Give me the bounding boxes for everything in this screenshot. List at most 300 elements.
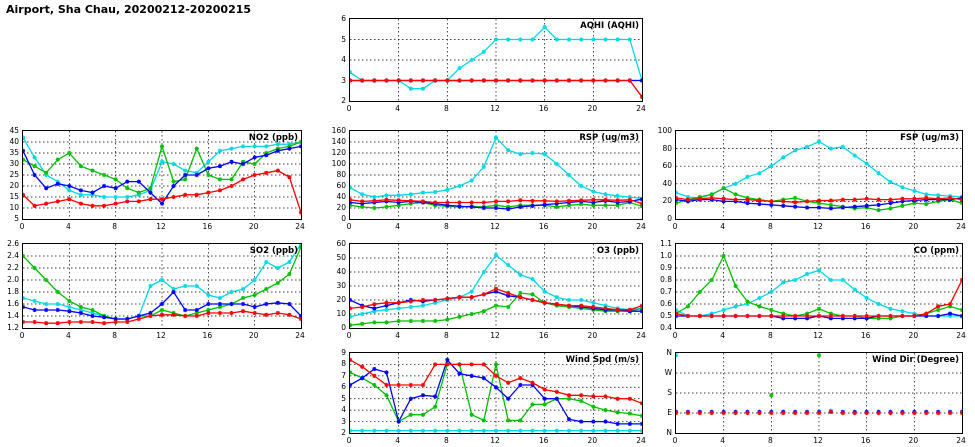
series-marker-series1: [264, 144, 268, 148]
xtick-aqhi: 12: [490, 104, 500, 113]
series-marker-series4: [148, 314, 152, 318]
chart-title-aqhi: AQHI (AQHI): [580, 21, 639, 31]
series-marker-series4: [360, 305, 364, 309]
series-marker-series3: [137, 180, 141, 184]
ytick-no2: 15: [9, 192, 19, 201]
series-marker-series1: [841, 278, 845, 282]
series-marker-series3: [567, 417, 571, 421]
ytick-rsp: 120: [331, 148, 346, 157]
xtick-rsp: 8: [443, 222, 449, 231]
xtick-o3: 20: [587, 331, 598, 340]
series-marker-series4: [229, 311, 233, 315]
xtick-wind_spd: 24: [636, 436, 646, 445]
series-marker-series3: [470, 205, 474, 209]
series-marker-series1: [745, 175, 749, 179]
xtick-rsp: 0: [346, 222, 352, 231]
series-marker-series2: [579, 399, 583, 403]
series-marker-series4: [360, 199, 364, 203]
series-marker-series1: [494, 37, 498, 41]
series-marker-series4: [79, 202, 83, 206]
ytick-o3: 20: [336, 295, 346, 304]
series-marker-series4: [218, 188, 222, 192]
series-marker-series4: [603, 306, 607, 310]
plot-canvas-no2: [23, 131, 301, 219]
series-marker-series4: [555, 390, 559, 394]
series-marker-series3: [218, 164, 222, 168]
series-marker-series2: [287, 272, 291, 276]
series-marker-series4: [421, 199, 425, 203]
series-marker-series4: [67, 197, 71, 201]
xtick-wind_dir: 16: [860, 436, 871, 445]
series-marker-series4: [372, 302, 376, 306]
series-marker-series4: [350, 78, 352, 82]
series-marker-series1: [543, 25, 547, 29]
series-marker-series1: [350, 429, 352, 433]
xtick-rsp: 24: [636, 222, 646, 231]
series-marker-series1: [555, 37, 559, 41]
xtick-no2: 24: [295, 222, 305, 231]
series-marker-series3: [793, 205, 797, 209]
series-marker-series1: [114, 195, 118, 199]
series-marker-series4: [591, 305, 595, 309]
series-marker-series1: [676, 191, 678, 195]
plot-canvas-o3: [350, 244, 642, 328]
series-marker-series1: [591, 189, 595, 193]
ytick-o3: 60: [336, 239, 346, 248]
series-marker-series3: [936, 314, 940, 318]
series-marker-series1: [530, 37, 534, 41]
series-marker-series3: [23, 149, 25, 153]
series-marker-series2: [299, 140, 301, 144]
series-marker-series4: [433, 298, 437, 302]
series-marker-series2: [817, 307, 821, 311]
ytick-co: 0.6: [660, 299, 672, 308]
series-marker-series1: [433, 429, 437, 433]
series-marker-series3: [56, 308, 60, 312]
series-marker-series3: [506, 207, 510, 211]
ytick-rsp: 80: [336, 170, 346, 179]
series-marker-series2: [482, 309, 486, 313]
series-marker-series1: [518, 152, 522, 156]
series-marker-series4: [56, 321, 60, 325]
series-marker-series3: [276, 149, 280, 153]
series-marker-series1: [494, 429, 498, 433]
series-marker-series1: [555, 429, 559, 433]
series-marker-series4: [506, 199, 510, 203]
xtick-wind_dir: 12: [813, 436, 823, 445]
xtick-wind_dir: 20: [908, 436, 919, 445]
series-marker-series4: [781, 314, 785, 318]
series-marker-series4: [384, 198, 388, 202]
series-marker-series4: [829, 314, 833, 318]
ytick-so2: 2.6: [7, 239, 19, 248]
series-marker-series1: [555, 162, 559, 166]
series-marker-series2: [506, 305, 510, 309]
xtick-so2: 0: [19, 331, 25, 340]
series-marker-series4: [900, 411, 904, 415]
series-marker-series1: [206, 293, 210, 297]
series-marker-series4: [276, 169, 280, 173]
ytick-o3: 10: [336, 309, 346, 318]
ytick-o3: 50: [336, 253, 346, 262]
ytick-wind_spd: 8: [341, 359, 346, 369]
series-marker-series1: [628, 37, 632, 41]
ytick-aqhi: 6: [341, 14, 346, 23]
series-marker-series2: [936, 308, 940, 312]
series-marker-series3: [183, 308, 187, 312]
series-marker-series1: [543, 429, 547, 433]
series-marker-series4: [567, 304, 571, 308]
series-marker-series4: [506, 291, 510, 295]
series-marker-series1: [506, 148, 510, 152]
series-marker-series4: [805, 314, 809, 318]
series-marker-series2: [137, 191, 141, 195]
series-marker-series4: [102, 321, 106, 325]
xtick-rsp: 4: [395, 222, 401, 231]
series-marker-series4: [745, 411, 749, 415]
series-marker-series4: [241, 177, 245, 181]
xtick-wind_spd: 4: [395, 436, 401, 445]
series-marker-series1: [579, 37, 583, 41]
series-marker-series4: [829, 198, 833, 202]
series-marker-series1: [591, 429, 595, 433]
series-marker-series4: [350, 306, 352, 310]
series-marker-series2: [530, 402, 534, 406]
series-marker-series1: [32, 155, 36, 159]
chart-title-no2: NO2 (ppb): [248, 133, 298, 143]
chart-title-co: CO (ppm): [913, 246, 959, 256]
series-marker-series4: [445, 362, 449, 366]
series-marker-series3: [160, 302, 164, 306]
series-marker-series1: [241, 287, 245, 291]
series-marker-series1: [616, 37, 620, 41]
plot-canvas-wind_dir: [676, 353, 962, 433]
plot-area-rsp: [349, 130, 643, 220]
chart-title-rsp: RSP (ug/m3): [579, 133, 639, 143]
series-marker-series1: [757, 171, 761, 175]
series-marker-series1: [616, 194, 620, 198]
series-marker-series4: [733, 198, 737, 202]
series-marker-series1: [506, 429, 510, 433]
xtick-fsp: 4: [720, 222, 726, 231]
xtick-no2: 8: [112, 222, 118, 231]
series-marker-series2: [745, 300, 749, 304]
series-marker-series2: [433, 319, 437, 323]
series-marker-series4: [457, 295, 461, 299]
series-marker-series1: [409, 87, 413, 91]
ytick-co: 1.1: [660, 239, 672, 248]
series-marker-series4: [960, 278, 962, 282]
series-marker-series4: [409, 199, 413, 203]
series-marker-series4: [603, 394, 607, 398]
series-marker-series4: [494, 374, 498, 378]
ytick-no2: 10: [9, 203, 19, 212]
series-marker-series4: [876, 314, 880, 318]
xtick-wind_spd: 0: [346, 436, 352, 445]
series-marker-series1: [555, 295, 559, 299]
series-marker-series4: [195, 314, 199, 318]
xtick-wind_spd: 8: [443, 436, 449, 445]
series-marker-series1: [470, 58, 474, 62]
series-marker-series4: [482, 78, 486, 82]
series-marker-series2: [253, 293, 257, 297]
series-marker-series1: [264, 260, 268, 264]
series-marker-series4: [805, 199, 809, 203]
series-marker-series4: [137, 317, 141, 321]
series-marker-series2: [769, 308, 773, 312]
ytick-no2: 30: [9, 159, 19, 168]
series-marker-series4: [793, 411, 797, 415]
xtick-rsp: 16: [538, 222, 549, 231]
series-marker-series4: [853, 314, 857, 318]
series-marker-series1: [543, 152, 547, 156]
series-marker-series1: [195, 284, 199, 288]
series-marker-series1: [23, 136, 25, 140]
series-marker-series4: [421, 383, 425, 387]
series-marker-series3: [32, 173, 36, 177]
series-marker-series4: [567, 199, 571, 203]
series-marker-series4: [543, 301, 547, 305]
series-marker-series3: [44, 186, 48, 190]
series-marker-series3: [195, 173, 199, 177]
series-marker-series4: [114, 320, 118, 324]
series-marker-series4: [900, 197, 904, 201]
series-marker-series1: [56, 302, 60, 306]
series-marker-series4: [543, 78, 547, 82]
series-marker-series3: [276, 301, 280, 305]
series-marker-series1: [876, 302, 880, 306]
series-marker-series3: [397, 419, 401, 423]
series-marker-series2: [640, 414, 642, 418]
series-marker-series1: [482, 429, 486, 433]
series-marker-series2: [32, 266, 36, 270]
series-marker-series3: [79, 311, 83, 315]
xtick-no2: 16: [202, 222, 213, 231]
series-marker-series1: [183, 284, 187, 288]
series-marker-series1: [384, 193, 388, 197]
series-marker-series4: [421, 298, 425, 302]
series-marker-series3: [530, 204, 534, 208]
series-marker-series4: [686, 314, 690, 318]
series-marker-series4: [710, 196, 714, 200]
xtick-wind_spd: 16: [538, 436, 549, 445]
ytick-fsp: 20: [662, 196, 672, 206]
series-marker-series4: [817, 411, 821, 415]
series-marker-series3: [482, 376, 486, 380]
series-marker-series1: [805, 272, 809, 276]
series-marker-series4: [530, 298, 534, 302]
series-marker-series3: [160, 202, 164, 206]
series-marker-series3: [543, 203, 547, 207]
xtick-co: 4: [720, 331, 726, 340]
series-marker-series2: [530, 292, 534, 296]
series-marker-series4: [276, 311, 280, 315]
series-marker-series2: [409, 319, 413, 323]
series-marker-series4: [397, 78, 401, 82]
series-marker-series4: [555, 78, 559, 82]
series-marker-series4: [936, 411, 940, 415]
series-marker-series1: [900, 185, 904, 189]
series-marker-series4: [56, 199, 60, 203]
series-marker-series4: [506, 381, 510, 385]
series-marker-series4: [948, 302, 952, 306]
series-marker-series4: [90, 320, 94, 324]
series-marker-series1: [805, 145, 809, 149]
series-marker-series4: [114, 202, 118, 206]
series-marker-series3: [817, 205, 821, 209]
series-marker-series3: [876, 203, 880, 207]
ytick-rsp: 140: [331, 137, 346, 146]
series-marker-series4: [888, 198, 892, 202]
series-marker-series2: [445, 318, 449, 322]
xtick-aqhi: 24: [636, 104, 646, 113]
series-marker-series2: [628, 411, 632, 415]
series-marker-series4: [299, 210, 301, 214]
ytick-no2: 5: [14, 214, 19, 223]
series-marker-series4: [457, 200, 461, 204]
xtick-wind_dir: 4: [720, 436, 726, 445]
xtick-o3: 24: [636, 331, 646, 340]
series-marker-series4: [183, 314, 187, 318]
series-marker-series4: [183, 193, 187, 197]
series-marker-series4: [445, 297, 449, 301]
series-marker-series2: [722, 186, 726, 190]
series-marker-series4: [397, 198, 401, 202]
series-marker-series1: [67, 305, 71, 309]
series-marker-series4: [506, 78, 510, 82]
series-marker-series4: [518, 376, 522, 380]
series-marker-series1: [530, 277, 534, 281]
series-marker-series4: [494, 199, 498, 203]
series-marker-series3: [805, 205, 809, 209]
series-marker-series3: [948, 312, 952, 316]
ytick-co: 0.5: [660, 311, 672, 320]
ytick-so2: 1.2: [7, 323, 19, 332]
series-marker-series4: [421, 78, 425, 82]
series-marker-series1: [530, 151, 534, 155]
ytick-no2: 20: [9, 181, 19, 190]
series-marker-series1: [567, 37, 571, 41]
series-marker-series3: [543, 397, 547, 401]
series-marker-series3: [206, 302, 210, 306]
series-marker-series2: [160, 308, 164, 312]
series-marker-series4: [125, 199, 129, 203]
xtick-wind_dir: 0: [672, 436, 678, 445]
series-marker-series2: [616, 410, 620, 414]
series-marker-series2: [125, 186, 129, 190]
xtick-aqhi: 4: [395, 104, 401, 113]
series-marker-series1: [829, 147, 833, 151]
series-marker-series4: [433, 78, 437, 82]
series-marker-series1: [44, 302, 48, 306]
xtick-co: 20: [908, 331, 919, 340]
series-marker-series4: [616, 78, 620, 82]
xtick-o3: 16: [538, 331, 549, 340]
series-marker-series2: [90, 308, 94, 312]
series-marker-series1: [445, 429, 449, 433]
series-marker-series4: [409, 299, 413, 303]
xtick-co: 16: [860, 331, 871, 340]
series-marker-series3: [241, 162, 245, 166]
series-marker-series4: [912, 411, 916, 415]
series-marker-series1: [241, 144, 245, 148]
xtick-no2: 20: [248, 222, 259, 231]
series-marker-series2: [253, 162, 257, 166]
series-marker-series4: [530, 199, 534, 203]
series-marker-series4: [518, 78, 522, 82]
series-marker-series1: [518, 429, 522, 433]
series-marker-series1: [23, 296, 25, 300]
series-marker-series1: [900, 309, 904, 313]
series-marker-series4: [555, 199, 559, 203]
xtick-so2: 16: [202, 331, 213, 340]
series-marker-series1: [253, 144, 257, 148]
series-marker-series4: [591, 394, 595, 398]
plot-area-wind_dir: [675, 352, 963, 434]
series-marker-series2: [372, 320, 376, 324]
xtick-no2: 12: [156, 222, 166, 231]
series-marker-series2: [470, 413, 474, 417]
series-marker-series2: [384, 393, 388, 397]
series-marker-series3: [506, 397, 510, 401]
series-marker-series4: [206, 191, 210, 195]
series-marker-series1: [865, 161, 869, 165]
series-marker-series1: [160, 160, 164, 164]
series-marker-series2: [421, 319, 425, 323]
series-marker-series1: [384, 429, 388, 433]
xtick-so2: 24: [295, 331, 305, 340]
series-marker-series4: [948, 196, 952, 200]
xtick-fsp: 24: [956, 222, 966, 231]
series-marker-series4: [722, 197, 726, 201]
series-marker-series4: [409, 383, 413, 387]
ytick-rsp: 60: [336, 181, 346, 190]
series-marker-series3: [518, 205, 522, 209]
series-marker-series3: [409, 397, 413, 401]
series-marker-series1: [579, 298, 583, 302]
xtick-so2: 20: [248, 331, 259, 340]
series-marker-series3: [579, 419, 583, 423]
series-marker-series1: [603, 192, 607, 196]
series-marker-series4: [888, 411, 892, 415]
series-marker-series1: [102, 195, 106, 199]
ytick-aqhi: 4: [341, 55, 346, 64]
series-marker-series4: [433, 362, 437, 366]
series-marker-series2: [733, 284, 737, 288]
series-marker-series1: [603, 429, 607, 433]
series-marker-series4: [936, 197, 940, 201]
series-marker-series3: [56, 182, 60, 186]
ytick-co: 0.9: [660, 263, 672, 272]
series-marker-series4: [912, 314, 916, 318]
series-marker-series1: [457, 429, 461, 433]
series-marker-series1: [494, 253, 498, 257]
plot-area-co: [675, 243, 963, 329]
series-marker-series1: [769, 290, 773, 294]
series-marker-series4: [79, 320, 83, 324]
series-marker-series3: [253, 305, 257, 309]
series-marker-series4: [865, 197, 869, 201]
series-marker-series4: [264, 313, 268, 317]
ytick-wind_spd: 2: [341, 428, 346, 437]
ytick-wind_dir: N: [666, 428, 672, 437]
series-marker-series4: [853, 198, 857, 202]
series-marker-series1: [457, 184, 461, 188]
series-marker-series1: [397, 429, 401, 433]
series-marker-series4: [628, 308, 632, 312]
series-marker-series4: [206, 311, 210, 315]
plot-area-o3: [349, 243, 643, 329]
